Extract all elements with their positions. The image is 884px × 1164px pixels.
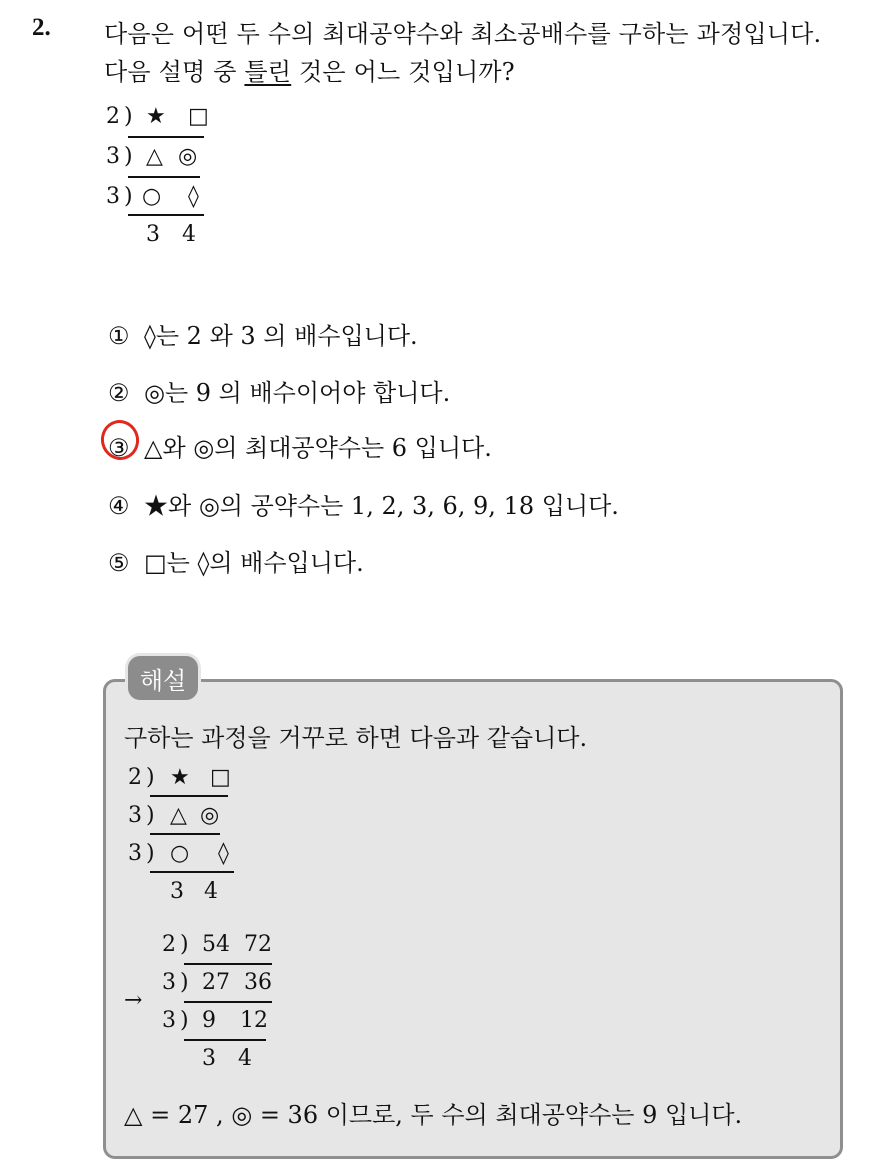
division-line — [184, 1039, 266, 1041]
ladder-result — [170, 879, 218, 904]
divisor: 3 — [106, 184, 120, 209]
explanation-tag: 해설 — [128, 656, 198, 700]
bracket: ) — [124, 104, 133, 129]
divisor: 3 — [106, 144, 120, 169]
ladder-row — [128, 841, 229, 866]
bracket: ) — [124, 144, 133, 169]
value-b: 36 — [244, 970, 272, 995]
symbol-triangle: △ — [146, 144, 163, 169]
bracket: ) — [146, 803, 155, 828]
bracket: ) — [180, 970, 189, 995]
division-line — [128, 176, 200, 178]
value-b: 72 — [244, 932, 272, 957]
choice-mark: ④ — [108, 492, 130, 520]
symbol-bullseye: ◎ — [178, 144, 198, 169]
choice-mark: ③ — [108, 434, 130, 462]
explanation-symbolic-ladder — [128, 765, 238, 915]
bracket: ) — [124, 184, 133, 209]
explanation-intro: 구하는 과정을 거꾸로 하면 다음과 같습니다. — [124, 724, 588, 752]
arrow-icon: → — [124, 988, 143, 1013]
divisor: 2 — [162, 932, 176, 957]
choice-text: △와 ◎의 최대공약수는 6 입니다. — [144, 434, 492, 462]
choice-2[interactable] — [108, 373, 450, 408]
ladder-row — [106, 104, 209, 129]
ladder-row — [162, 970, 272, 995]
division-line — [150, 833, 220, 835]
division-line — [150, 871, 234, 873]
symbol-diamond: ◊ — [218, 841, 229, 866]
divisor: 2 — [106, 104, 120, 129]
bracket: ) — [180, 932, 189, 957]
choice-3[interactable] — [108, 428, 492, 463]
result-b: 4 — [182, 222, 196, 247]
divisor: 3 — [162, 1008, 176, 1033]
ladder-result — [146, 222, 196, 247]
divisor: 3 — [128, 841, 142, 866]
question-text-after: 것은 어느 것입니까? — [291, 58, 515, 86]
division-line — [150, 795, 228, 797]
symbol-star: ★ — [170, 765, 190, 790]
choice-text: ★와 ◎의 공약수는 1, 2, 3, 6, 9, 18 입니다. — [144, 492, 619, 520]
divisor: 2 — [128, 765, 142, 790]
division-line — [184, 963, 272, 965]
ladder-result — [202, 1046, 252, 1071]
ladder-row — [162, 932, 272, 957]
question-number: 2. — [32, 14, 51, 41]
divisor: 3 — [162, 970, 176, 995]
ladder-row — [128, 765, 231, 790]
ladder-row — [106, 144, 198, 169]
symbol-circle: ○ — [170, 841, 190, 866]
symbol-diamond: ◊ — [188, 184, 199, 209]
question-text-line2 — [104, 52, 515, 87]
question-text-before: 다음 설명 중 — [104, 58, 245, 86]
choice-4[interactable] — [108, 486, 619, 521]
explanation-numeric-ladder — [162, 932, 282, 1082]
choice-mark: ⑤ — [108, 549, 130, 577]
division-line — [128, 136, 204, 138]
value-a: 9 — [202, 1008, 216, 1033]
result-b: 4 — [204, 879, 218, 904]
explanation-conclusion: △ = 27 , ◎ = 36 이므로, 두 수의 최대공약수는 9 입니다. — [124, 1101, 743, 1129]
symbol-bullseye: ◎ — [200, 803, 220, 828]
result-a: 3 — [146, 222, 160, 247]
choice-text: ◎는 9 의 배수이어야 합니다. — [144, 379, 451, 407]
symbol-star: ★ — [146, 104, 166, 129]
result-a: 3 — [170, 879, 184, 904]
choice-1[interactable] — [108, 316, 418, 351]
symbol-triangle: △ — [170, 803, 187, 828]
ladder-row — [128, 803, 220, 828]
symbol-square: □ — [188, 104, 209, 129]
choice-5[interactable] — [108, 543, 364, 578]
value-b: 12 — [240, 1008, 268, 1033]
ladder-row — [106, 184, 199, 209]
symbol-circle: ○ — [142, 184, 162, 209]
ladder-row — [162, 1008, 268, 1033]
bracket: ) — [146, 841, 155, 866]
bracket: ) — [180, 1008, 189, 1033]
result-a: 3 — [202, 1046, 216, 1071]
division-ladder — [106, 104, 216, 254]
choice-mark: ② — [108, 379, 130, 407]
value-a: 54 — [202, 932, 230, 957]
division-line — [128, 214, 204, 216]
result-b: 4 — [238, 1046, 252, 1071]
choice-text: ◊는 2 와 3 의 배수입니다. — [144, 322, 418, 350]
choice-mark: ① — [108, 322, 130, 350]
underlined-word: 틀린 — [244, 58, 292, 86]
bracket: ) — [146, 765, 155, 790]
division-line — [184, 1001, 272, 1003]
choice-text: □는 ◊의 배수입니다. — [144, 549, 364, 577]
question-text-line1: 다음은 어떤 두 수의 최대공약수와 최소공배수를 구하는 과정입니다. — [104, 20, 822, 48]
symbol-square: □ — [210, 765, 231, 790]
divisor: 3 — [128, 803, 142, 828]
value-a: 27 — [202, 970, 230, 995]
